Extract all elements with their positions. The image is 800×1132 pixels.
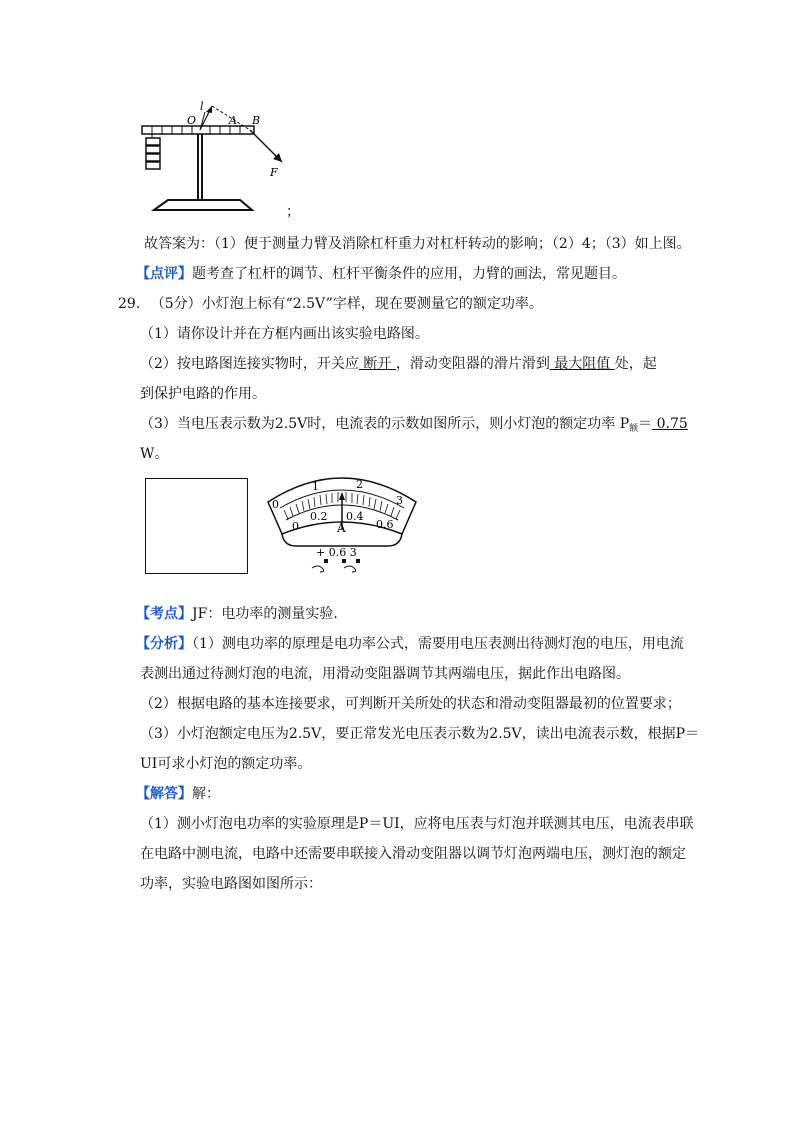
terminal-labels: + 0.6 3 bbox=[316, 546, 357, 559]
ammeter-diagram bbox=[262, 472, 422, 578]
jieda-heading bbox=[136, 784, 220, 804]
top-tick-3: 3 bbox=[396, 494, 403, 507]
part2-text-b: ，滑动变阻器的滑片滑到 bbox=[395, 356, 550, 372]
label-a: A bbox=[229, 114, 237, 127]
question-29-stem bbox=[118, 294, 543, 314]
question-29-part1: （1）请你设计并在方框内画出该实验电路图。 bbox=[140, 326, 429, 342]
jieda-text: 解： bbox=[192, 786, 220, 802]
label-l: l bbox=[200, 100, 204, 113]
answer-blank-slider: 最大阻值 bbox=[549, 356, 615, 372]
kaodian-text: JF：电功率的测量实验. bbox=[192, 606, 338, 622]
stand-base bbox=[154, 200, 252, 210]
bottom-tick-0-6: 0.6 bbox=[376, 518, 394, 531]
terminal-post bbox=[342, 559, 346, 563]
weight-block bbox=[146, 154, 160, 161]
comment-paragraph bbox=[136, 264, 626, 284]
jieda-line-1: （1）测小灯泡电功率的实验原理是P＝UI，应将电压表与灯泡并联测其电压，电流表串联 bbox=[140, 816, 694, 832]
part3-text-a: （3）当电压表示数为2.5V时，电流表的示数如图所示，则小灯泡的额定功率 P bbox=[140, 416, 630, 432]
answer-blank-power: 0.75 bbox=[652, 416, 688, 432]
question-stem-text: （5分）小灯泡上标有“2.5V”字样，现在要测量它的额定功率。 bbox=[150, 296, 543, 312]
power-subscript: 额 bbox=[629, 424, 639, 434]
weight-block bbox=[146, 146, 160, 153]
unit-label: A bbox=[337, 521, 346, 535]
circuit-drawing-box bbox=[145, 478, 248, 574]
terminal-post bbox=[324, 559, 328, 563]
part2-text-c: 处，起 bbox=[614, 356, 657, 372]
label-f: F bbox=[270, 166, 278, 179]
figure-trailing-mark: ； bbox=[286, 204, 300, 220]
part2-text-a: （2）按电路图连接实物时，开关应 bbox=[140, 356, 359, 372]
question-29-part3 bbox=[140, 414, 688, 439]
comment-tag: 【点评】 bbox=[136, 266, 192, 282]
kaodian-tag: 【考点】 bbox=[136, 606, 192, 622]
answer-blank-switch: 断开 bbox=[358, 356, 396, 372]
jieda-tag: 【解答】 bbox=[136, 786, 192, 802]
answer-summary: 故答案为：（1）便于测量力臂及消除杠杆重力对杠杆转动的影响；（2）4；（3）如上图。 bbox=[144, 236, 691, 252]
label-o: O bbox=[187, 114, 197, 127]
fenxi-line-5: UI可求小灯泡的额定功率。 bbox=[140, 756, 312, 772]
fenxi-line-2: 表测出通过待测灯泡的电流，用滑动变阻器调节其两端电压，据此作出电路图。 bbox=[140, 666, 630, 682]
comment-text: 题考查了杠杆的调节、杠杆平衡条件的应用，力臂的画法，常见题目。 bbox=[192, 266, 626, 282]
weight-block bbox=[146, 162, 160, 169]
bottom-tick-0-2: 0.2 bbox=[310, 510, 328, 523]
terminal-post bbox=[356, 559, 360, 563]
weight-block bbox=[146, 138, 160, 145]
question-number: 29. bbox=[118, 296, 141, 312]
kaodian-paragraph bbox=[136, 604, 338, 624]
part3-equals: ＝ bbox=[638, 416, 653, 432]
top-tick-2: 2 bbox=[356, 478, 363, 491]
fenxi-line-3: （2）根据电路的基本连接要求，可判断开关所处的状态和滑动变阻器最初的位置要求； bbox=[140, 696, 681, 712]
question-29-part2 bbox=[140, 354, 657, 374]
jieda-line-3: 功率，实验电路图如图所示： bbox=[140, 876, 322, 892]
lever-diagram bbox=[132, 100, 292, 218]
fenxi-line-1 bbox=[136, 634, 684, 654]
lever-bar bbox=[142, 126, 254, 134]
jieda-line-2: 在电路中测电流，电路中还需要串联接入滑动变阻器以调节灯泡两端电压，测灯泡的额定 bbox=[140, 846, 686, 862]
bottom-tick-0-4: 0.4 bbox=[346, 510, 364, 523]
fenxi-line-4: （3）小灯泡额定电压为2.5V，要正常发光电压表示数为2.5V，读出电流表示数，根据P＝ bbox=[140, 726, 700, 742]
label-b: B bbox=[252, 114, 261, 127]
fenxi-text-1: （1）测电功率的原理是电功率公式，需要用电压表测出待测灯泡的电压，用电流 bbox=[192, 636, 684, 652]
fenxi-tag: 【分析】 bbox=[136, 636, 192, 652]
question-29-part2-line2: 到保护电路的作用。 bbox=[140, 386, 266, 402]
top-tick-1: 1 bbox=[312, 480, 319, 493]
top-tick-0: 0 bbox=[272, 498, 279, 511]
question-29-part3-line2: W。 bbox=[140, 446, 169, 462]
bottom-tick-0: 0 bbox=[292, 520, 299, 533]
